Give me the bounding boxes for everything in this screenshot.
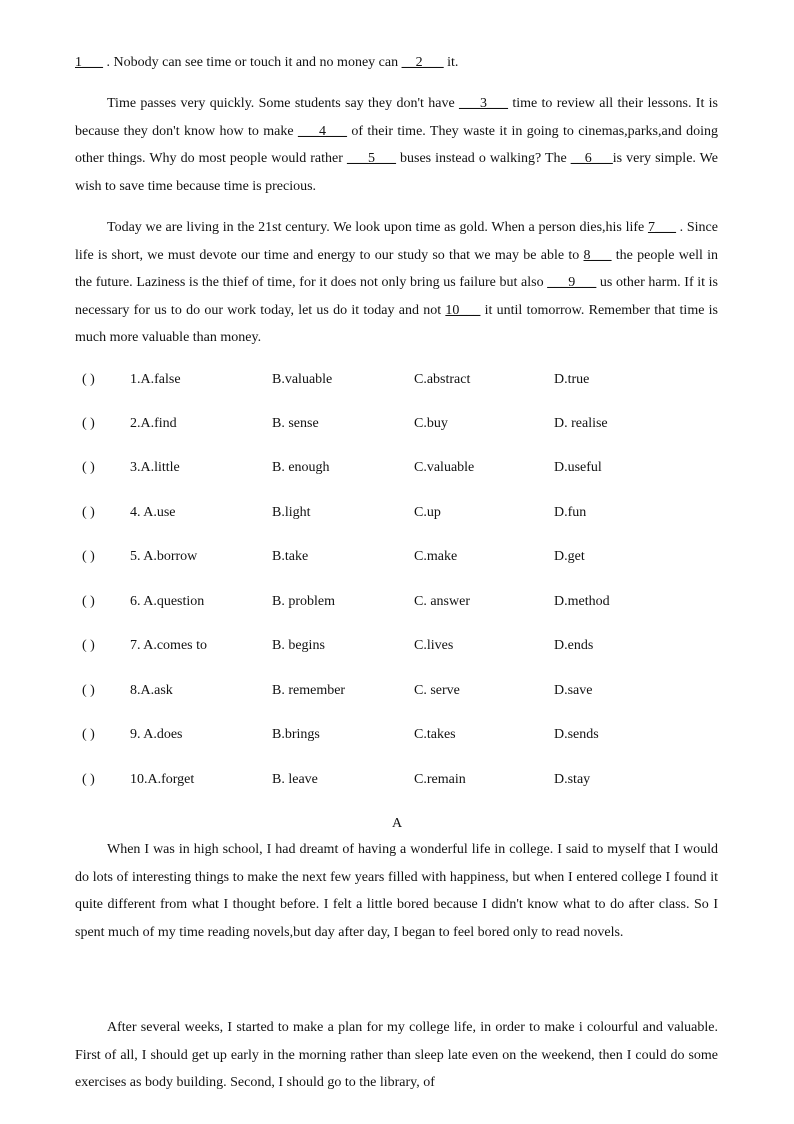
option-a: 10.A.forget xyxy=(130,772,195,787)
option-b: B.brings xyxy=(272,727,320,742)
text: time to review all their lessons. It is because they don't know how to make xyxy=(75,96,719,139)
option-a: 9. A.does xyxy=(130,727,183,742)
option-c: C. answer xyxy=(414,594,470,609)
passage-opening-line xyxy=(75,49,718,77)
option-c: C.lives xyxy=(414,638,454,653)
section-title: A xyxy=(391,816,403,831)
blank-10: 10___ xyxy=(445,302,481,318)
answer-blank[interactable]: ( ) xyxy=(82,549,95,564)
passage-paragraph-3 xyxy=(75,214,718,352)
option-row-7 xyxy=(82,635,642,657)
blank-4: ___4___ xyxy=(297,123,347,139)
option-a: 8.A.ask xyxy=(130,683,173,698)
option-c: C.abstract xyxy=(414,372,471,387)
option-d: D.true xyxy=(554,372,590,387)
option-c: C.valuable xyxy=(414,460,475,475)
option-c: C.remain xyxy=(414,772,466,787)
option-d: D.method xyxy=(554,594,610,609)
option-row-9 xyxy=(82,724,642,746)
blank-3: ___3___ xyxy=(459,96,508,111)
option-b: B. begins xyxy=(272,638,325,653)
option-c: C.up xyxy=(414,505,441,520)
option-b: B. sense xyxy=(272,416,319,431)
option-c: C.buy xyxy=(414,416,448,431)
option-b: B.light xyxy=(272,505,311,520)
section-a-paragraph-2: After several weeks, I started to make a plan for my college life, in order to make i colourful and valuable. First of all, I should get up early in the morning rather than sleep late even on the weekend, then I could do some exercises as body building. Second, I should go to the library, of xyxy=(75,1020,718,1090)
option-row-1 xyxy=(82,369,642,391)
option-b: B. problem xyxy=(272,594,335,609)
text: the people well in the future. Laziness is the thief of time, for it does not only bring us failure but also xyxy=(75,247,719,290)
option-b: B.take xyxy=(272,549,309,564)
option-c: C. serve xyxy=(414,683,460,698)
option-a: 6. A.question xyxy=(130,594,205,609)
option-row-4 xyxy=(82,502,642,524)
answer-blank[interactable]: ( ) xyxy=(82,505,95,520)
option-d: D. realise xyxy=(554,416,608,431)
answer-blank[interactable]: ( ) xyxy=(82,460,95,475)
option-d: D.save xyxy=(554,683,593,698)
blank-8: 8___ xyxy=(583,247,612,263)
option-row-8 xyxy=(82,680,642,702)
answer-blank[interactable]: ( ) xyxy=(82,727,95,742)
option-b: B. leave xyxy=(272,772,318,787)
text: . Nobody can see time or touch it and no money can xyxy=(103,55,402,70)
text: is very simple. We wish to save time because time is precious. xyxy=(75,151,718,194)
blank-9: ___9___ xyxy=(547,275,597,290)
option-a: 5. A.borrow xyxy=(130,549,198,564)
option-d: D.ends xyxy=(554,638,594,653)
option-row-10 xyxy=(82,769,642,791)
answer-blank[interactable]: ( ) xyxy=(82,416,95,431)
blank-1: 1___ xyxy=(75,55,103,70)
blank-5: ___5___ xyxy=(346,151,396,166)
text: us other harm. If it is necessary for us to do our work today, let us do it today and not xyxy=(75,275,719,318)
text: Time passes very quickly. Some students say they don't have xyxy=(107,96,459,111)
text: it until tomorrow. Remember that time is much more valuable than money. xyxy=(75,302,719,345)
option-row-2 xyxy=(82,413,642,435)
option-row-6 xyxy=(82,591,642,613)
option-b: B.valuable xyxy=(272,372,333,387)
option-d: D.get xyxy=(554,549,585,564)
text: . Since life is short, we must devote our time and energy to our study so that we may be able to xyxy=(75,220,718,263)
option-a: 1.A.false xyxy=(130,372,181,387)
option-c: C.takes xyxy=(414,727,456,742)
text: Today we are living in the 21st century. We look upon time as gold. When a person dies,his life xyxy=(107,220,648,235)
blank-2: __2___ xyxy=(401,55,444,70)
option-c: C.make xyxy=(414,549,458,564)
option-row-5 xyxy=(82,546,642,568)
blank-6: __6___ xyxy=(570,151,613,166)
blank-7: 7___ xyxy=(647,220,676,235)
text: it. xyxy=(443,55,459,70)
option-a: 2.A.find xyxy=(130,416,177,431)
option-d: D.fun xyxy=(554,505,587,520)
answer-blank[interactable]: ( ) xyxy=(82,683,95,698)
option-a: 3.A.little xyxy=(130,460,180,475)
answer-blank[interactable]: ( ) xyxy=(82,638,95,653)
option-b: B. enough xyxy=(272,460,330,475)
option-row-3 xyxy=(82,457,642,479)
option-d: D.useful xyxy=(554,460,602,475)
text: of their time. They waste it in going to cinemas,parks,and doing other things. Why do most people would rather xyxy=(75,123,718,166)
option-d: D.sends xyxy=(554,727,599,742)
answer-blank[interactable]: ( ) xyxy=(82,594,95,609)
option-a: 7. A.comes to xyxy=(130,638,207,653)
answer-blank[interactable]: ( ) xyxy=(82,772,95,787)
option-b: B. remember xyxy=(272,683,346,698)
option-d: D.stay xyxy=(554,772,591,787)
answer-blank[interactable]: ( ) xyxy=(82,372,95,387)
text: buses instead o walking? The xyxy=(395,151,571,166)
passage-paragraph-2 xyxy=(75,90,718,200)
option-a: 4. A.use xyxy=(130,505,176,520)
section-a-paragraph-1: When I was in high school, I had dreamt of having a wonderful life in college. I said to myself that I would do lots of interesting things to make the next few years filled with happiness, but when I entered college I found it quite different from what I thought before. I felt a little bored because I didn't know what to do after class. So I spent much of my time reading novels,but day after day, I began to feel bored only to read novels. xyxy=(75,842,718,940)
